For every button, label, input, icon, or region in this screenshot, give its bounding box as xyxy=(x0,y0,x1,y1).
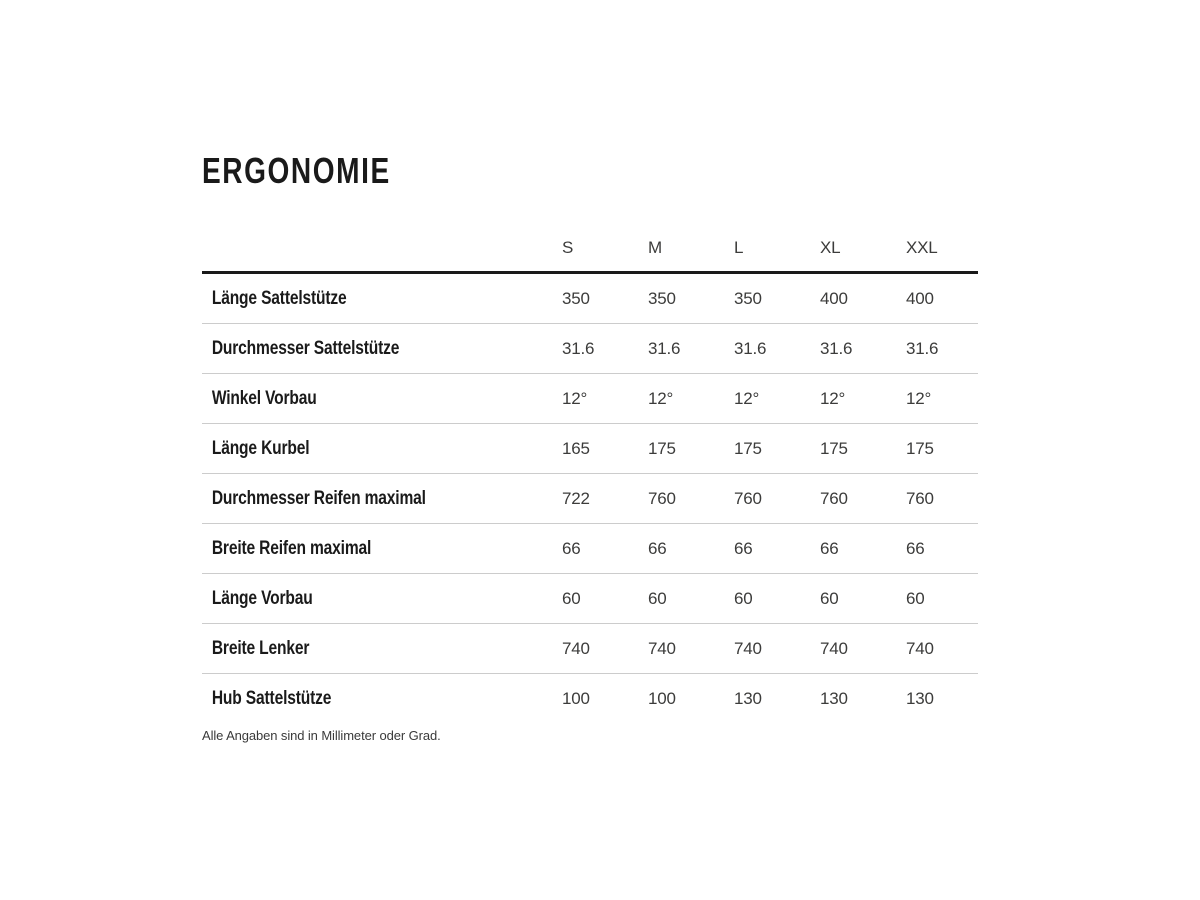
cell-value: 66 xyxy=(562,538,581,558)
table-row xyxy=(202,624,978,674)
cell-value: 31.6 xyxy=(734,338,767,358)
cell-value: 31.6 xyxy=(562,338,595,358)
cell-value: 400 xyxy=(906,288,934,308)
cell-value: 12° xyxy=(906,388,932,408)
table-row xyxy=(202,424,978,474)
cell-value: 722 xyxy=(562,488,590,508)
table-row xyxy=(202,274,978,324)
cell-value: 740 xyxy=(648,638,676,658)
cell-value: 350 xyxy=(648,288,676,308)
cell-value: 130 xyxy=(820,688,848,708)
cell-value: 760 xyxy=(648,488,676,508)
cell-value: 740 xyxy=(562,638,590,658)
cell-value: 12° xyxy=(734,388,760,408)
cell-value: 60 xyxy=(906,588,925,608)
cell-value: 60 xyxy=(648,588,667,608)
cell-value: 31.6 xyxy=(648,338,681,358)
row-label: Länge Kurbel xyxy=(211,437,310,459)
cell-value: 60 xyxy=(562,588,581,608)
cell-value: 175 xyxy=(734,438,762,458)
cell-value: 66 xyxy=(906,538,925,558)
row-label: Breite Reifen maximal xyxy=(211,537,372,559)
cell-value: 66 xyxy=(734,538,753,558)
cell-value: 350 xyxy=(734,288,762,308)
table-row xyxy=(202,374,978,424)
cell-value: 60 xyxy=(734,588,753,608)
cell-value: 66 xyxy=(820,538,839,558)
cell-value: 12° xyxy=(562,388,588,408)
cell-value: 60 xyxy=(820,588,839,608)
cell-value: 175 xyxy=(906,438,934,458)
cell-value: 100 xyxy=(562,688,590,708)
table-row xyxy=(202,324,978,374)
cell-value: 350 xyxy=(562,288,590,308)
cell-value: 760 xyxy=(906,488,934,508)
cell-value: 740 xyxy=(734,638,762,658)
cell-value: 31.6 xyxy=(906,338,939,358)
row-label: Durchmesser Reifen maximal xyxy=(211,487,426,509)
cell-value: 760 xyxy=(820,488,848,508)
cell-value: 175 xyxy=(820,438,848,458)
row-label: Hub Sattelstütze xyxy=(211,687,332,709)
column-header-m: M xyxy=(648,237,662,257)
row-label: Länge Vorbau xyxy=(211,587,313,609)
table-row xyxy=(202,574,978,624)
cell-value: 130 xyxy=(734,688,762,708)
cell-value: 165 xyxy=(562,438,590,458)
table-header-row xyxy=(202,224,978,274)
column-header-l: L xyxy=(734,237,744,257)
page-title: ERGONOMIE xyxy=(202,150,391,191)
ergonomics-table xyxy=(202,224,978,723)
column-header-s: S xyxy=(562,237,574,257)
cell-value: 175 xyxy=(648,438,676,458)
row-label: Breite Lenker xyxy=(211,637,310,659)
column-header-xxl: XXL xyxy=(906,237,938,257)
row-label: Winkel Vorbau xyxy=(211,387,317,409)
cell-value: 100 xyxy=(648,688,676,708)
cell-value: 400 xyxy=(820,288,848,308)
cell-value: 740 xyxy=(906,638,934,658)
table-row xyxy=(202,524,978,574)
table-row xyxy=(202,474,978,524)
cell-value: 31.6 xyxy=(820,338,853,358)
cell-value: 12° xyxy=(820,388,846,408)
row-label: Länge Sattelstütze xyxy=(211,287,347,309)
cell-value: 66 xyxy=(648,538,667,558)
cell-value: 740 xyxy=(820,638,848,658)
row-label: Durchmesser Sattelstütze xyxy=(211,337,400,359)
cell-value: 130 xyxy=(906,688,934,708)
table-row xyxy=(202,674,978,723)
cell-value: 12° xyxy=(648,388,674,408)
column-header-xl: XL xyxy=(820,237,841,257)
units-footnote: Alle Angaben sind in Millimeter oder Grad. xyxy=(202,728,441,743)
cell-value: 760 xyxy=(734,488,762,508)
